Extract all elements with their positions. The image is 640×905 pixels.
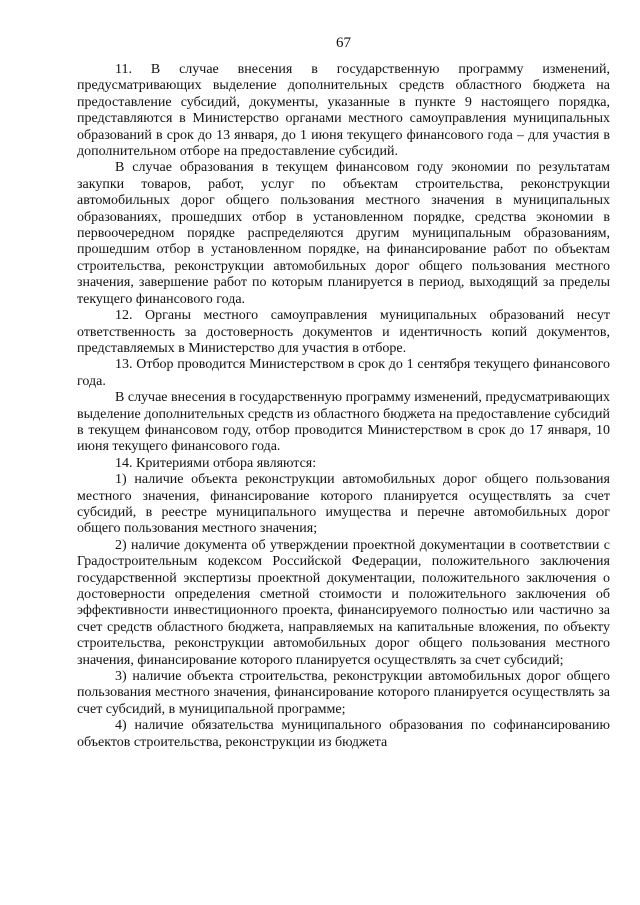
criterion-3: 3) наличие объекта строительства, реконструкции автомобильных дорог общего пользования местного значения, финансирование которого планируется осуществлять за счет субсидий, в муниципальной программе; [77, 669, 610, 717]
paragraph-13-additional: В случае внесения в государственную программу изменений, предусматривающих выделение дополнительных средств из областного бюджета на предоставление субсидий в текущем финансовом году, отбор проводится Министерством в срок до 17 января, 10 июня текущего финансового года. [77, 390, 610, 455]
document-page [77, 34, 610, 751]
page-number: 67 [336, 35, 351, 51]
paragraph-economy: В случае образования в текущем финансовом году экономии по результатам закупки товаров, работ, услуг по объектам строительства, реконструкции автомобильных дорог общего пользования местного значения в муниципальных образованиях, прошедших отбор в установленном порядке, средства экономии в первоочередном порядке распределяются другим муниципальным образованиям, прошедшим отбор в установленном порядке, на финансирование работ по объектам строительства, реконструкции автомобильных дорог общего пользования местного значения, завершение работ по которым планируется в период, выходящий за пределы текущего финансового года. [77, 160, 610, 307]
criterion-4: 4) наличие обязательства муниципального образования по софинансированию объектов строительства, реконструкции из бюджета [77, 718, 610, 750]
criterion-2: 2) наличие документа об утверждении проектной документации в соответствии с Градостроительным кодексом Российской Федерации, положительного заключения государственной экспертизы проектной документации, положительного заключения о достоверности определения сметной стоимости и положительного заключения об эффективности инвестиционного проекта, финансируемого полностью или частично за счет средств областного бюджета, направляемых на капитальные вложения, по объекту строительства, реконструкции автомобильных дорог общего пользования местного значения, финансирование которого планируется осуществлять за счет субсидий; [77, 537, 610, 668]
criterion-1: 1) наличие объекта реконструкции автомобильных дорог общего пользования местного значения, финансирование которого планируется осуществлять за счет субсидий, в реестре муниципального имущества и перечне автомобильных дорог общего пользования местного значения; [77, 472, 610, 537]
paragraph-12: 12. Органы местного самоуправления муниципальных образований несут ответственность за достоверность документов и идентичность копий документов, представляемых в Министерство для участия в отборе. [77, 308, 610, 356]
paragraph-14: 14. Критериями отбора являются: [115, 455, 317, 471]
paragraph-13: 13. Отбор проводится Министерством в срок до 1 сентября текущего финансового года. [77, 357, 610, 389]
paragraph-11: 11. В случае внесения в государственную программу изменений, предусматривающих выделение дополнительных средств областного бюджета на предоставление субсидий, документы, указанные в пункте 9 настоящего порядка, представляются в Министерство органами местного самоуправления муниципальных образований в срок до 13 января, до 1 июня текущего финансового года – для участия в дополнительном отборе на предоставление субсидий. [77, 62, 610, 160]
